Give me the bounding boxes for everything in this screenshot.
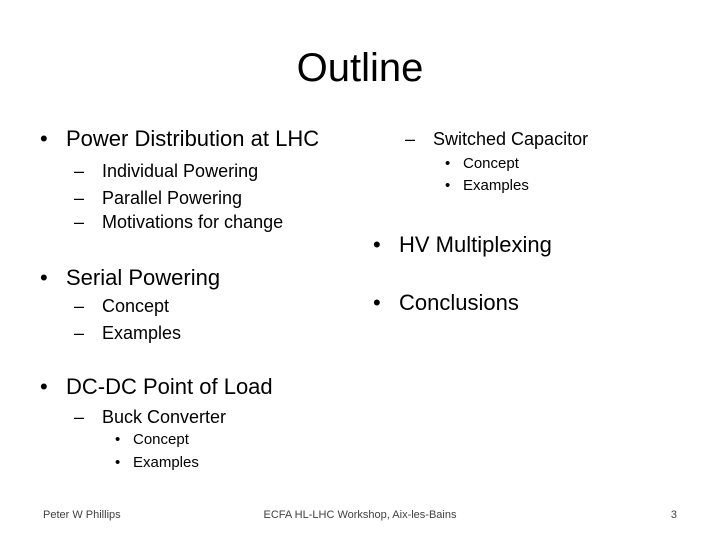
- dash-icon: –: [74, 188, 85, 208]
- item-conclusions: [373, 289, 519, 317]
- bullet-icon: •: [373, 290, 381, 315]
- subsubitem-buck-concept: [115, 429, 189, 451]
- subitem-motivations: [74, 208, 283, 236]
- subsubitem-sc-concept: [445, 153, 519, 175]
- item-serial-powering: [40, 264, 220, 292]
- item-label: HV Multiplexing: [399, 232, 552, 257]
- item-power-distribution: [40, 125, 319, 153]
- dash-icon: –: [405, 129, 416, 149]
- subsubitem-label: Concept: [463, 155, 519, 172]
- item-label: Serial Powering: [66, 265, 221, 290]
- bullet-icon: •: [115, 431, 121, 448]
- item-label: Power Distribution at LHC: [66, 126, 320, 151]
- subitem-label: Parallel Powering: [102, 188, 243, 208]
- bullet-icon: •: [445, 155, 451, 172]
- subitem-serial-concept: [74, 292, 169, 320]
- item-label: Conclusions: [399, 290, 519, 315]
- subitem-label: Concept: [102, 296, 170, 316]
- bullet-icon: •: [40, 126, 48, 151]
- subitem-label: Examples: [102, 323, 182, 343]
- bullet-icon: •: [445, 177, 451, 194]
- subitem-switched-capacitor: [405, 125, 588, 153]
- subsubitem-label: Concept: [133, 431, 189, 448]
- subitem-label: Individual Powering: [102, 161, 259, 181]
- dash-icon: –: [74, 407, 85, 427]
- subsubitem-buck-examples: [115, 452, 199, 474]
- dash-icon: –: [74, 323, 85, 343]
- subsubitem-label: Examples: [463, 177, 529, 194]
- bullet-icon: •: [40, 374, 48, 399]
- subitem-serial-examples: [74, 319, 181, 347]
- footer-page-number: 3: [670, 509, 677, 521]
- footer-author: Peter W Phillips: [43, 509, 121, 521]
- subitem-label: Buck Converter: [102, 407, 227, 427]
- bullet-icon: •: [115, 454, 121, 471]
- dash-icon: –: [74, 212, 85, 232]
- dash-icon: –: [74, 296, 85, 316]
- subitem-individual-powering: [74, 157, 258, 185]
- item-label: DC-DC Point of Load: [66, 374, 273, 399]
- slide-title: Outline: [296, 46, 424, 90]
- dash-icon: –: [74, 161, 85, 181]
- subsubitem-sc-examples: [445, 175, 529, 197]
- bullet-icon: •: [40, 265, 48, 290]
- footer-event: ECFA HL-LHC Workshop, Aix-les-Bains: [263, 509, 457, 521]
- bullet-icon: •: [373, 232, 381, 257]
- item-hv-multiplexing: [373, 231, 552, 259]
- subsubitem-label: Examples: [133, 454, 199, 471]
- subitem-buck-converter: [74, 403, 226, 431]
- subitem-label: Switched Capacitor: [433, 129, 589, 149]
- item-dcdc-point-of-load: [40, 373, 273, 401]
- subitem-label: Motivations for change: [102, 212, 284, 232]
